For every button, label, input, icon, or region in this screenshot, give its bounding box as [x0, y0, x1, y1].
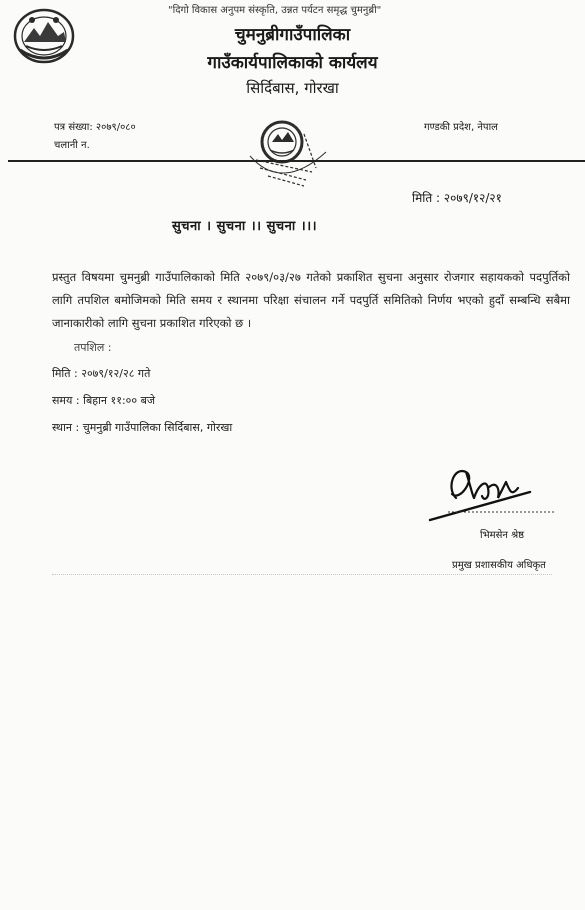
notice-body: प्रस्तुत विषयमा चुमनुब्री गाउँपालिकाको मिति २०७९/०३/२७ गतेको प्रकाशित सुचना अनुसार रोजगार सहायकको पदपुर्तिको लागि तपशिल बमोजिमको मिति समय र स्थानमा परिक्षा संचालन गर्ने पदपुर्ति समितिको निर्णय भएको हुदाँ सम्बन्धि सबैमा जानाकारीको लागि सुचना प्रकाशित गरिएको छ ।: [52, 270, 570, 330]
chalani-number: चलानी न.: [54, 140, 90, 151]
exam-time: समय : बिहान ११:०० बजे: [52, 394, 156, 407]
header-divider: [8, 160, 585, 162]
organization-name: चुमनुब्रीगाउँपालिका: [234, 25, 351, 45]
handwritten-signature: [426, 458, 558, 528]
motto-text: "दिगो विकास अनुपम संस्कृति, उन्नत पर्यटन समृद्ध चुमनुब्री": [168, 5, 382, 16]
letter-date: मिति : २०७९/१२/२१: [412, 191, 502, 205]
province-text: गण्डकी प्रदेश, नेपाल: [424, 122, 498, 133]
signer-designation: प्रमुख प्रशासकीय अधिकृत: [452, 560, 546, 571]
office-address: सिर्दिबास, गोरखा: [246, 79, 339, 97]
notice-heading: सुचना । सुचना ।। सुचना ।।।: [172, 219, 318, 234]
signer-name: भिमसेन श्रेष्ठ: [480, 530, 525, 541]
office-name: गाउँकार्यपालिकाको कार्यलय: [207, 53, 378, 73]
exam-place: स्थान : चुमनुब्री गाउँपालिका सिर्दिबास, गोरखा: [52, 421, 233, 434]
page-bottom-edge: [52, 574, 552, 575]
details-heading: तपशिल :: [74, 341, 112, 354]
exam-date: मिति : २०७९/१२/२८ गते: [52, 367, 151, 380]
reference-number: पत्र संख्या: २०७९/०८०: [54, 122, 136, 133]
office-seal-icon: [242, 116, 334, 192]
